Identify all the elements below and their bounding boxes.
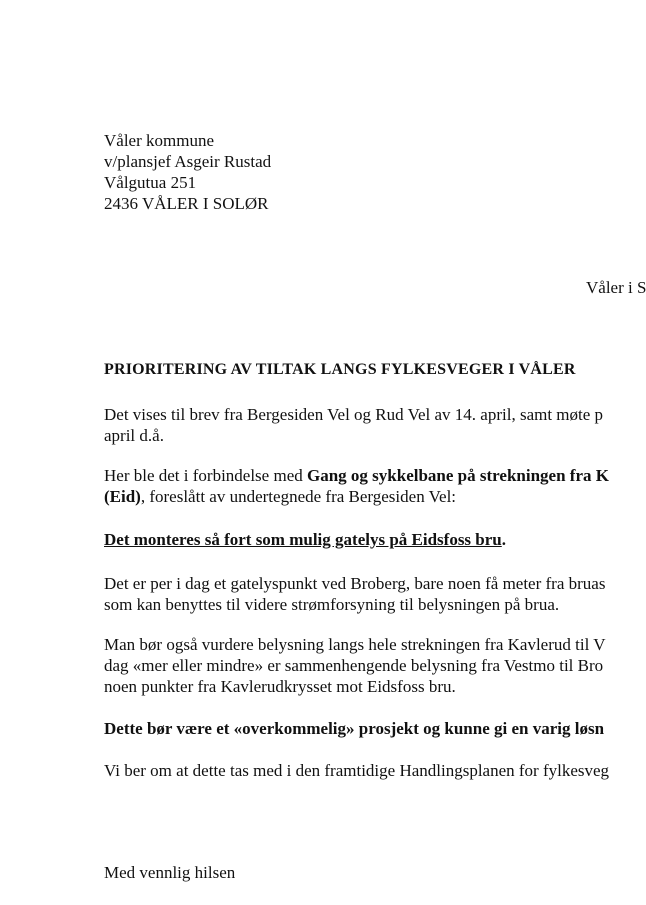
recipient-postal: 2436 VÅLER I SOLØR [104, 194, 269, 213]
recipient-attention: v/plansjef Asgeir Rustad [104, 152, 272, 171]
proposal-rest: , foreslått av undertegnede fra Bergesiden Vel: [140, 487, 457, 506]
closing-greeting: Med vennlig hilsen [104, 863, 236, 882]
recipient-street: Vålgutua 251 [104, 173, 197, 192]
paragraph-full-stretch-line-2: dag «mer eller mindre» er sammenhengende belysning fra Vestmo til Bro [104, 656, 604, 675]
paragraph-full-stretch-line-1: Man bør også vurdere belysning langs hele strekningen fra Kavlerud til V [104, 635, 606, 654]
letter-heading: PRIORITERING AV TILTAK LANGS FYLKESVEGER I VÅLER [104, 361, 576, 378]
paragraph-reference-line-2: april d.å. [104, 426, 164, 445]
highlight-statement [104, 529, 506, 550]
paragraph-feasibility: Dette bør være et «overkommelig» prosjekt og kunne gi en varig løsn [104, 719, 605, 738]
paragraph-proposal-line-1 [104, 465, 609, 486]
highlight-underlined: Det monteres så fort som mulig gatelys på Eidsfoss bru [104, 530, 502, 549]
place-date: Våler i S [586, 278, 646, 297]
paragraph-full-stretch-line-3: noen punkter fra Kavlerudkrysset mot Eidsfoss bru. [104, 677, 456, 696]
paragraph-request: Vi ber om at dette tas med i den framtidige Handlingsplanen for fylkesveg [104, 761, 610, 780]
paragraph-reference-line-1: Det vises til brev fra Bergesiden Vel og Rud Vel av 14. april, samt møte p [104, 405, 604, 424]
paragraph-lighting-point-line-2: som kan benyttes til videre strømforsyning til belysningen på brua. [104, 595, 560, 614]
highlight-tail: . [501, 530, 507, 549]
proposal-intro: Her ble det i forbindelse med [104, 466, 307, 485]
proposal-location: (Eid) [104, 487, 141, 506]
proposal-project: Gang og sykkelbane på strekningen fra K [307, 466, 609, 485]
recipient-name: Våler kommune [104, 131, 214, 150]
paragraph-proposal-line-2 [104, 486, 456, 507]
paragraph-lighting-point-line-1: Det er per i dag et gatelyspunkt ved Broberg, bare noen få meter fra bruas [104, 574, 606, 593]
